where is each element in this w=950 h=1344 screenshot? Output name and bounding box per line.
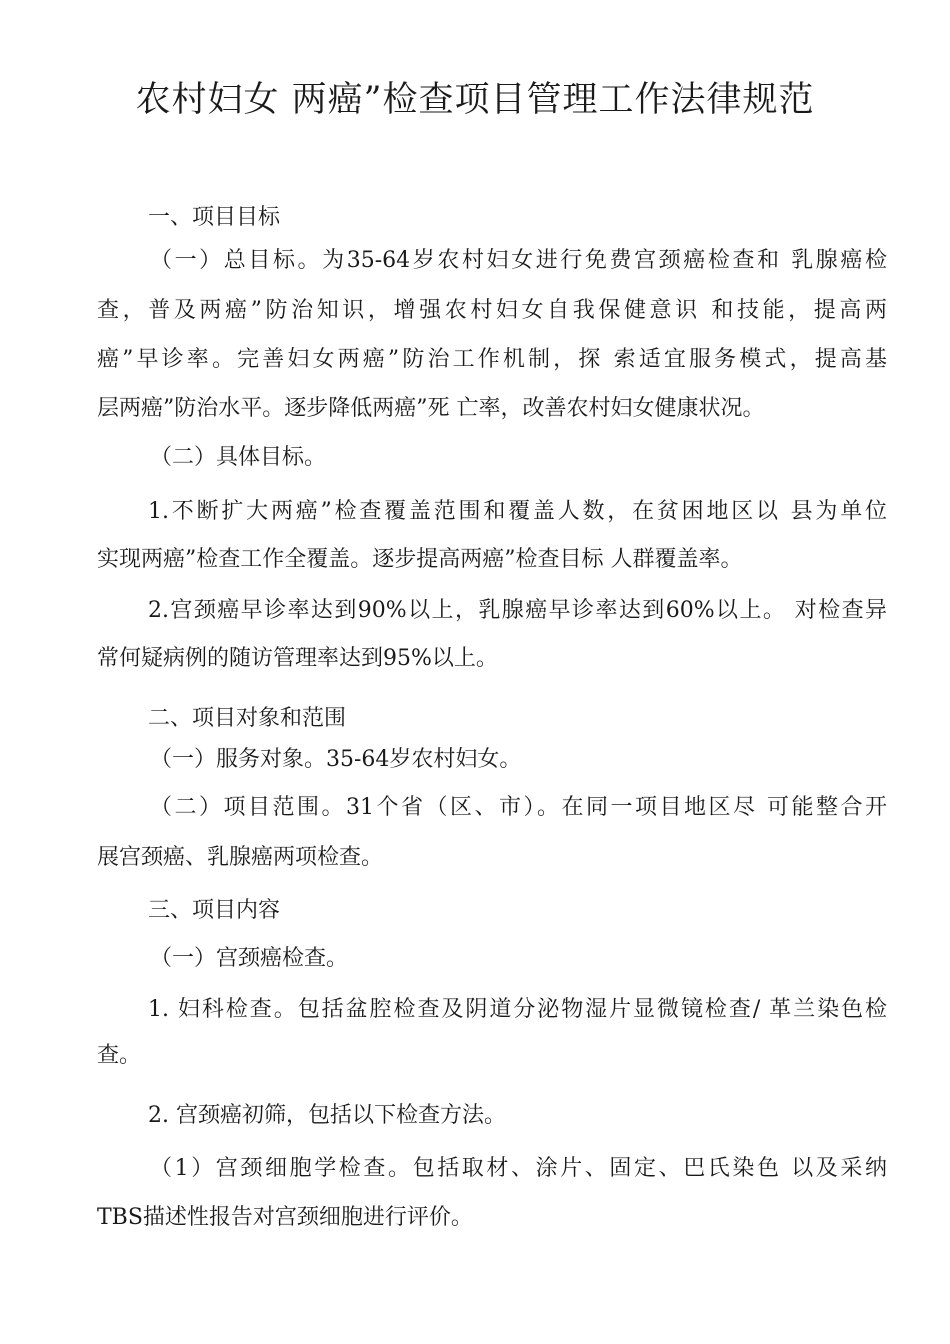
subheading: （一）宫颈癌检查。 (150, 946, 349, 971)
paragraph-line: （二）项目范围。31个省（区、市）。在同一项目地区尽 可能整合开 (150, 795, 887, 820)
paragraph-line: 癌”早诊率。完善妇女两癌”防治工作机制，探 索适宜服务模式，提高基 (97, 347, 887, 372)
paragraph-line: 2.宫颈癌早诊率达到90%以上，乳腺癌早诊率达到60%以上。 对检查异 (148, 598, 887, 623)
paragraph-line: 常何疑病例的随访管理率达到95%以上。 (97, 646, 498, 671)
paragraph-line: 1.不断扩大两癌”检查覆盖范围和覆盖人数，在贫困地区以 县为单位 (148, 499, 887, 524)
paragraph-line: 实现两癌”检查工作全覆盖。逐步提高两癌”检查目标 人群覆盖率。 (97, 547, 743, 572)
subheading: （二）具体目标。 (150, 445, 327, 470)
paragraph-line: 2. 宫颈癌初筛，包括以下检查方法。 (148, 1103, 506, 1128)
heading-3: 三、项目内容 (148, 898, 281, 923)
document-title: 农村妇女 两癌”检查项目管理工作法律规范 (135, 80, 815, 120)
paragraph-line: 查。 (97, 1043, 142, 1068)
paragraph-line: 展宫颈癌、乳腺癌两项检查。 (97, 845, 384, 870)
paragraph-line: （一）服务对象。35-64岁农村妇女。 (150, 747, 522, 772)
heading-1: 一、项目目标 (148, 205, 281, 230)
paragraph-line: 1. 妇科检查。包括盆腔检查及阴道分泌物湿片显微镜检查/ 革兰染色检 (148, 997, 887, 1022)
paragraph-line: TBS描述性报告对宫颈细胞进行评价。 (97, 1205, 473, 1230)
paragraph-line: （1）宫颈细胞学检查。包括取材、涂片、固定、巴氏染色 以及采纳 (150, 1156, 887, 1181)
heading-2: 二、项目对象和范围 (148, 706, 347, 731)
paragraph-line: 层两癌”防治水平。逐步降低两癌”死 亡率，改善农村妇女健康状况。 (97, 396, 765, 421)
paragraph-line: （一）总目标。为35-64岁农村妇女进行免费宫颈癌检查和 乳腺癌检 (150, 248, 887, 273)
paragraph-line: 查，普及两癌”防治知识，增强农村妇女自我保健意识 和技能，提高两 (97, 298, 887, 323)
